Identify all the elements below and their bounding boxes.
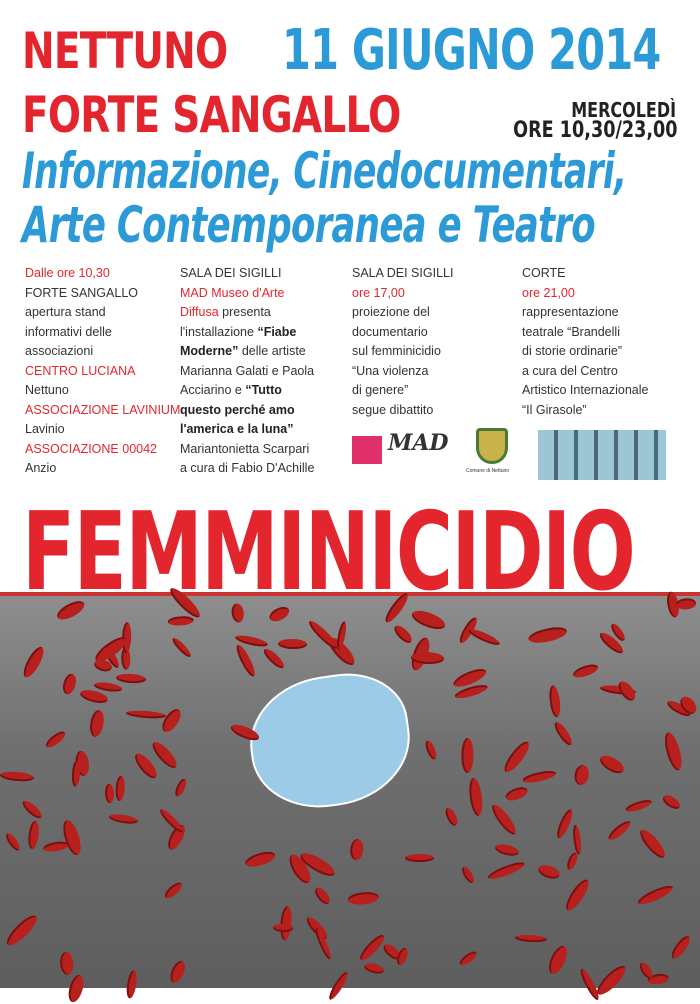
program-text: delle artiste — [238, 344, 306, 358]
red-shoe — [116, 673, 146, 684]
program-text: Diffusa — [180, 305, 219, 319]
program-text: “Il Girasole” — [522, 402, 587, 417]
red-shoe — [461, 738, 474, 773]
red-shoe — [669, 933, 694, 961]
red-shoe — [170, 636, 193, 659]
program-text: ore 17,00 — [352, 285, 405, 300]
red-shoe — [515, 934, 548, 943]
subtitle-line-1: Informazione, Cinedocumentari, — [22, 142, 627, 200]
red-shoe — [173, 778, 188, 799]
program-text: Artistico Internazionale — [522, 383, 649, 397]
red-shoe — [364, 961, 386, 975]
program-text: SALA DEI SIGILLI — [352, 266, 454, 280]
red-shoe — [3, 912, 40, 949]
red-shoe — [572, 662, 599, 680]
red-shoe — [115, 776, 125, 801]
red-shoe — [59, 952, 74, 976]
red-shoe — [44, 729, 68, 750]
program-line — [522, 303, 692, 323]
red-shoe — [504, 784, 530, 803]
red-shoe — [405, 854, 434, 862]
red-shoe — [61, 672, 78, 695]
silhouette-drawing — [242, 665, 419, 816]
program-line — [180, 323, 350, 343]
red-shoe — [577, 967, 601, 1002]
program-text: proiezione del — [352, 305, 430, 319]
red-shoe — [528, 625, 569, 646]
program-line — [25, 342, 195, 362]
program-line — [180, 284, 350, 304]
red-shoe — [661, 792, 682, 810]
red-shoe — [546, 943, 571, 976]
red-shoe — [537, 863, 562, 882]
subtitle-line-2: Arte Contemporanea e Teatro — [22, 196, 595, 254]
program-line — [180, 303, 350, 323]
program-column — [522, 264, 692, 420]
program-text: “Una violenza — [352, 363, 429, 378]
red-shoe — [548, 684, 562, 717]
red-shoe — [637, 826, 669, 861]
red-shoe — [244, 848, 277, 869]
red-shoe — [500, 738, 532, 775]
red-shoe — [562, 876, 592, 913]
program-text: SALA DEI SIGILLI — [180, 266, 282, 280]
program-text: l'america e la luna” — [180, 422, 294, 436]
red-shoe — [88, 709, 106, 738]
red-shoe — [662, 731, 685, 772]
program-line — [25, 323, 195, 343]
program-text: Marianna Galati e Paola — [180, 363, 315, 378]
red-shoes-photo — [0, 592, 700, 988]
program-text: CENTRO LUCIANA — [25, 363, 136, 378]
red-shoe — [126, 709, 166, 719]
red-shoe — [467, 627, 501, 648]
red-shoe — [593, 962, 629, 998]
city-title: NETTUNO — [22, 22, 228, 80]
red-shoe — [79, 688, 108, 705]
program-text: segue dibattito — [352, 402, 434, 417]
program-line — [352, 264, 522, 284]
red-shoe — [494, 843, 519, 858]
program-column — [25, 264, 195, 479]
program-line — [352, 362, 522, 382]
program-text: Nettuno — [25, 383, 69, 397]
program-text: FORTE SANGALLO — [25, 285, 138, 300]
red-shoe — [125, 970, 138, 999]
red-shoe — [131, 750, 159, 781]
red-shoe — [392, 623, 415, 646]
program-text: Mariantonietta Scarpari — [180, 441, 310, 456]
program-text: a cura del Centro — [522, 363, 618, 378]
red-shoe — [273, 924, 293, 933]
program-line — [25, 362, 195, 382]
red-shoe — [4, 831, 22, 852]
program-text: “Fiabe — [257, 324, 297, 339]
weekday: MERCOLEDÌ — [571, 98, 676, 122]
hours: ORE 10,30/23,00 — [513, 118, 678, 143]
red-shoe — [487, 860, 527, 882]
program-line — [180, 420, 350, 440]
program-line — [352, 303, 522, 323]
program-text: di storie ordinarie” — [522, 344, 623, 358]
program-text: associazioni — [25, 344, 94, 358]
red-shoe — [443, 807, 459, 828]
red-shoe — [597, 752, 626, 776]
program-line — [180, 440, 350, 460]
program-text: ore 21,00 — [522, 285, 575, 300]
red-shoe — [163, 880, 184, 901]
red-shoe — [313, 886, 333, 907]
red-shoe — [307, 618, 340, 651]
program-line — [522, 401, 692, 421]
program-text: Lavinio — [25, 422, 65, 436]
program-text: sul femminicidio — [352, 344, 441, 358]
red-shoe — [109, 812, 139, 825]
red-shoe — [72, 761, 81, 788]
program-text: a cura di Fabio D'Achille — [180, 461, 315, 475]
red-shoe — [554, 808, 575, 840]
red-shoe — [66, 974, 86, 1004]
program-text: presenta — [218, 305, 271, 319]
program-line — [180, 342, 350, 362]
red-shoe — [262, 646, 287, 670]
coat-of-arms-logo — [476, 428, 508, 464]
program-text: MAD Museo d'Arte — [180, 285, 285, 300]
program-text: CORTE — [522, 266, 566, 280]
red-shoe — [424, 739, 439, 760]
program-line — [25, 401, 195, 421]
program-line — [180, 264, 350, 284]
red-shoe — [167, 959, 187, 985]
red-shoe — [572, 824, 583, 855]
program-line — [180, 362, 350, 382]
red-shoe — [574, 764, 591, 786]
program-text: “Tutto — [245, 383, 282, 397]
red-shoe — [233, 643, 257, 678]
red-shoe — [458, 949, 479, 968]
red-shoe — [20, 645, 47, 680]
program-text: ASSOCIAZIONE 00042 — [25, 441, 158, 456]
program-line — [25, 303, 195, 323]
femminicidio-banner: FEMMINICIDIO — [22, 490, 635, 615]
program-text: l'installazione — [180, 324, 258, 339]
program-line — [352, 323, 522, 343]
program-text: apertura stand — [25, 305, 106, 319]
program-line — [352, 342, 522, 362]
red-shoe — [0, 770, 34, 782]
red-shoe — [488, 802, 518, 837]
red-shoe — [278, 638, 307, 649]
program-line — [25, 381, 195, 401]
venue-title: FORTE SANGALLO — [22, 86, 401, 144]
program-text: Moderne” — [180, 344, 239, 358]
program-line — [25, 459, 195, 479]
program-text: ASSOCIAZIONE LAVINIUM — [25, 402, 181, 417]
program-text: rappresentazione — [522, 305, 619, 319]
red-shoe — [20, 799, 44, 822]
program-line — [522, 284, 692, 304]
red-shoe — [326, 970, 350, 1002]
red-shoe — [158, 706, 184, 735]
program-line — [25, 284, 195, 304]
program-line — [522, 323, 692, 343]
program-line — [352, 381, 522, 401]
red-shoe — [521, 768, 556, 785]
red-shoe — [467, 777, 484, 816]
red-shoe — [460, 865, 476, 885]
red-shoe — [607, 818, 634, 842]
program-line — [522, 381, 692, 401]
program-line — [352, 284, 522, 304]
red-shoe — [28, 821, 41, 850]
program-text: informativi delle — [25, 324, 112, 339]
red-shoe — [552, 720, 574, 747]
eye-logo — [352, 436, 382, 464]
program-line — [180, 459, 350, 479]
program-column — [352, 264, 522, 420]
program-line — [522, 264, 692, 284]
red-shoe — [349, 838, 364, 860]
program-text: Dalle ore 10,30 — [25, 266, 110, 280]
program-line — [25, 440, 195, 460]
red-shoe — [636, 883, 675, 908]
red-shoe — [168, 615, 194, 626]
program-line — [180, 401, 350, 421]
program-text: Acciarino e — [180, 383, 246, 397]
red-shoe — [60, 819, 84, 858]
program-line — [25, 420, 195, 440]
program-text: documentario — [352, 324, 428, 339]
program-line — [522, 342, 692, 362]
program-column — [180, 264, 350, 479]
program-line — [180, 381, 350, 401]
comune-label: Comune di Nettuno — [466, 468, 510, 474]
program-text: di genere” — [352, 383, 409, 397]
program-text: questo perché amo — [180, 402, 295, 417]
program-line — [522, 362, 692, 382]
mad-logo: MAD — [388, 430, 449, 456]
program-line — [352, 401, 522, 421]
red-shoe — [675, 597, 696, 610]
program-line — [25, 264, 195, 284]
red-shoe — [105, 783, 115, 802]
girasole-logo — [538, 430, 666, 480]
program-text: teatrale “Brandelli — [522, 324, 620, 339]
red-shoe — [625, 798, 653, 814]
red-shoe — [348, 890, 380, 905]
program-text: Anzio — [25, 461, 57, 475]
date-title: 11 GIUGNO 2014 — [282, 18, 661, 83]
